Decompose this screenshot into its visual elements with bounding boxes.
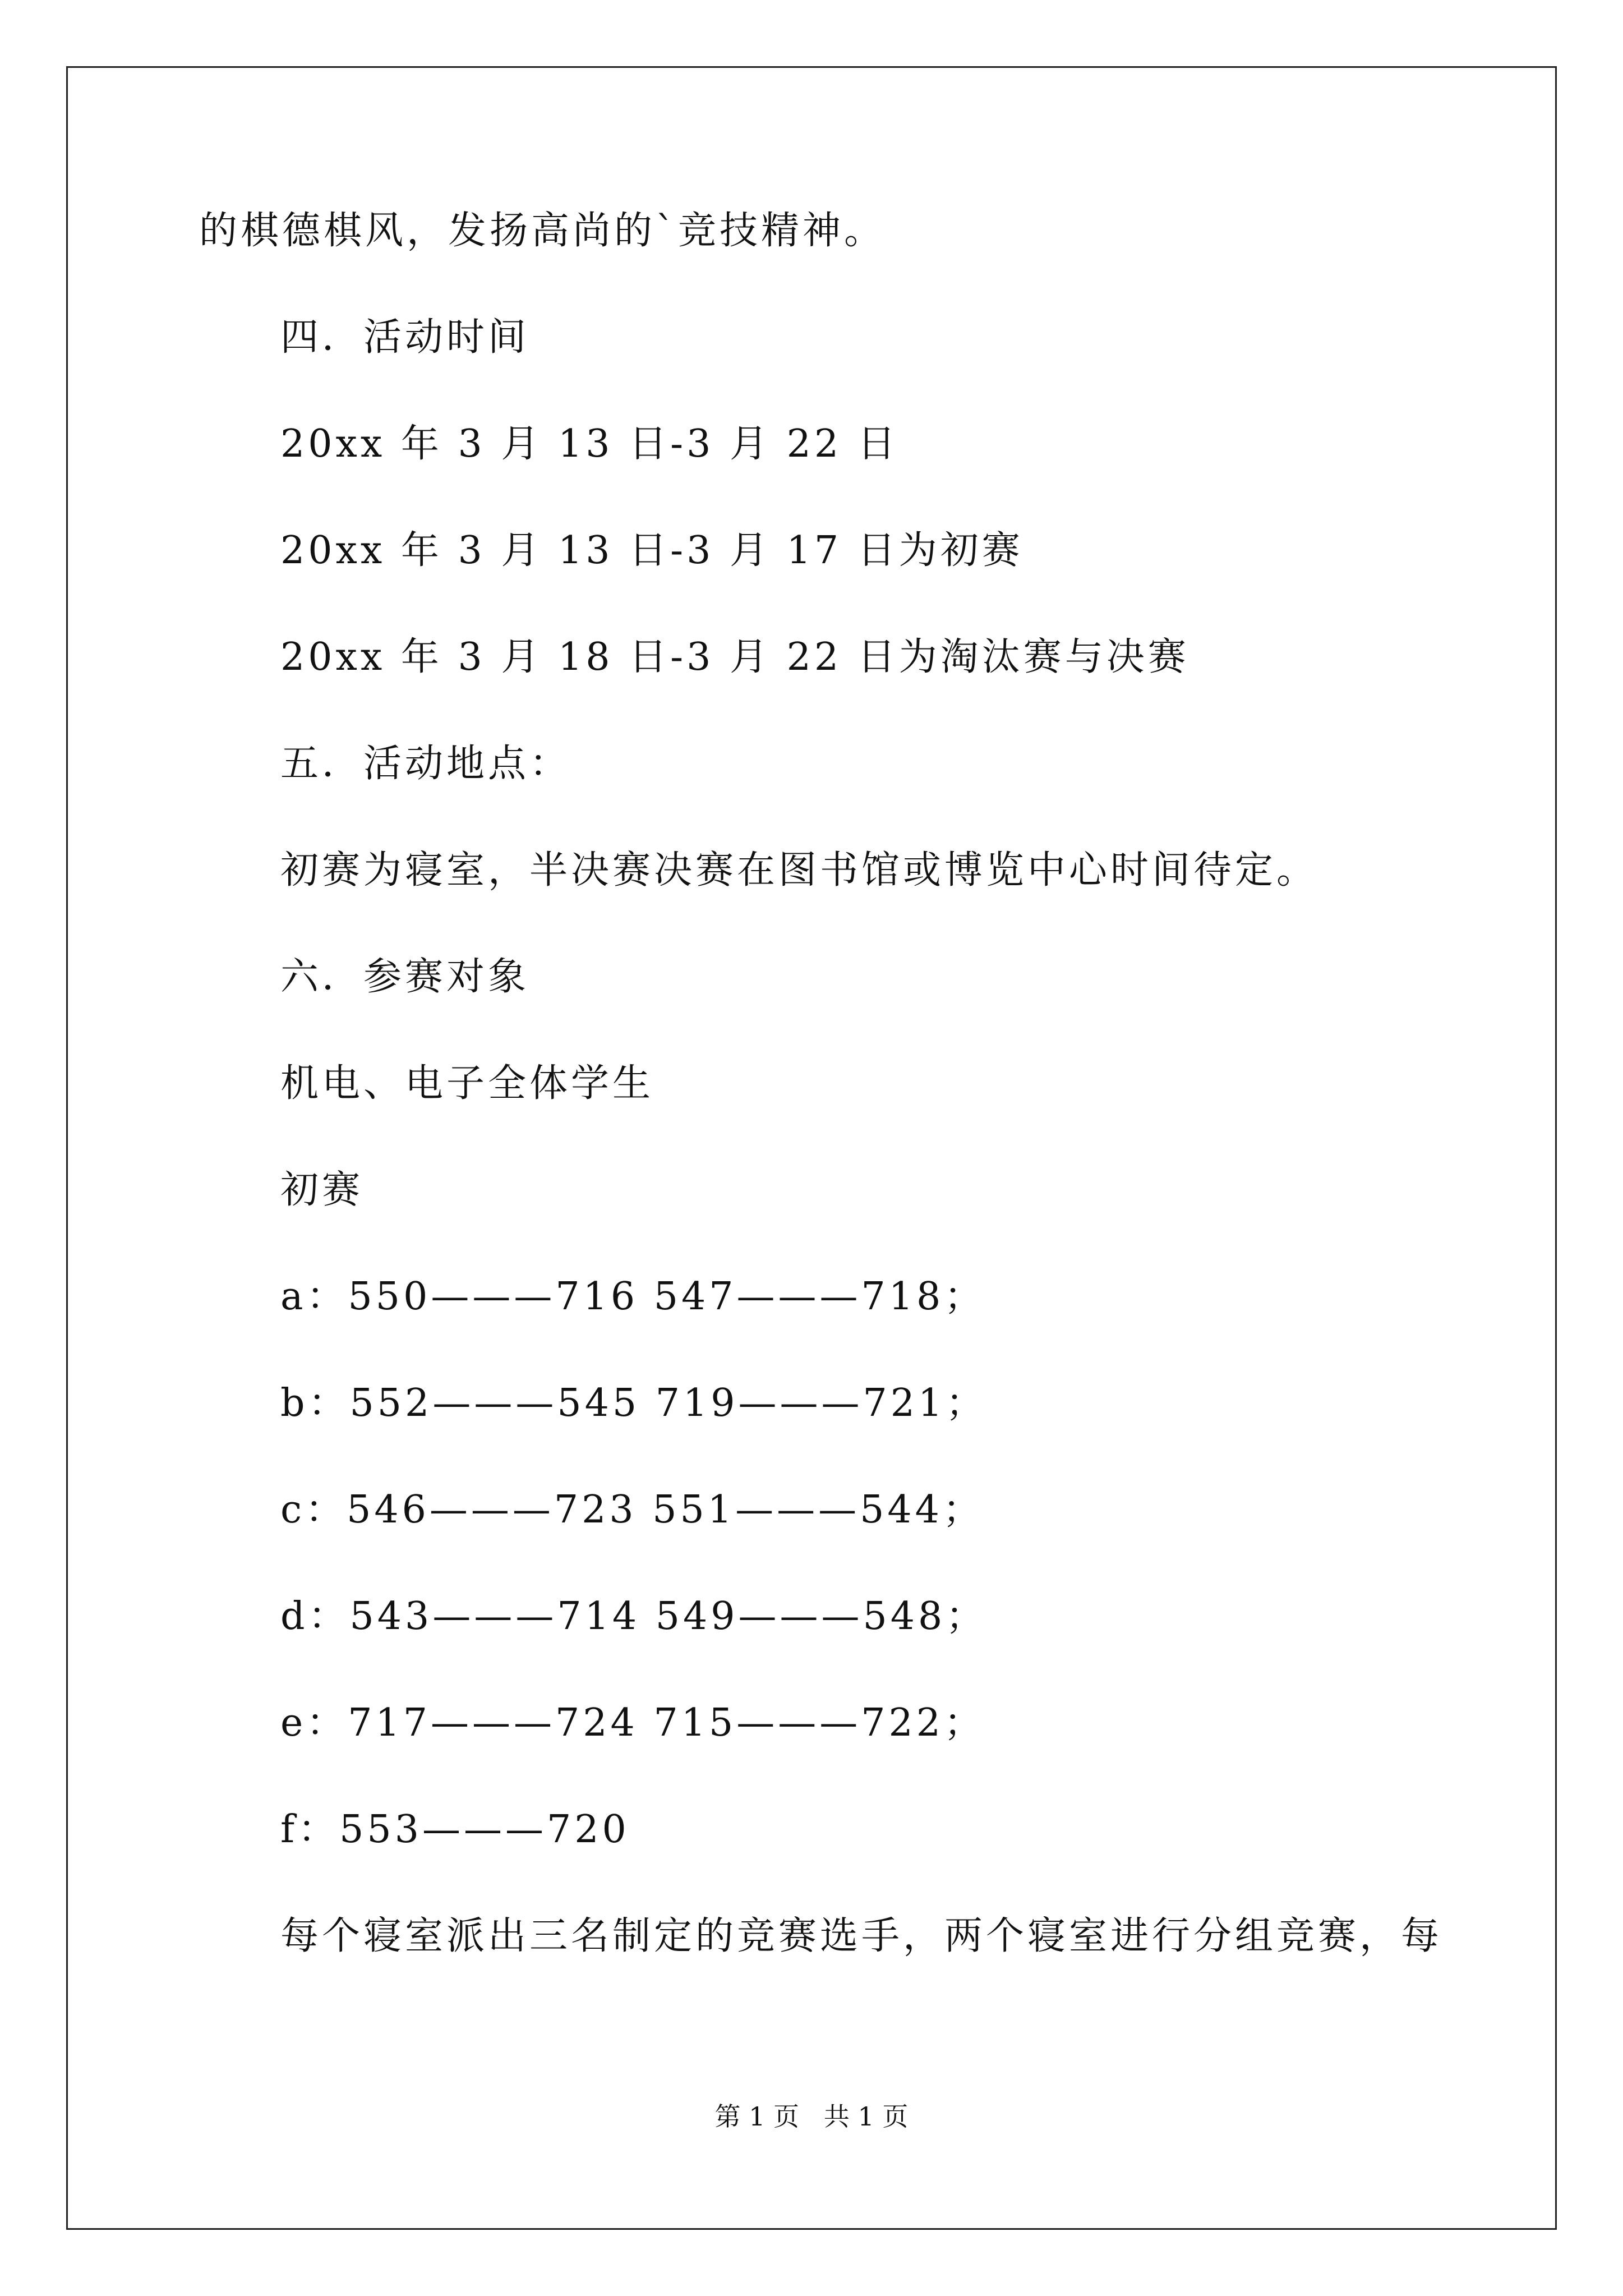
group-line-b: b：552———545 719———721； <box>280 1381 988 1425</box>
group-line-a: a：550———716 547———718； <box>280 1274 986 1319</box>
section-heading-participants: 六．参赛对象 <box>280 955 530 999</box>
page-footer: 第 1 页 共 1 页 <box>714 2101 909 2132</box>
section-heading-activity-time: 四．活动时间 <box>280 315 530 360</box>
text-line-date-range: 20xx 年 3 月 13 日-3 月 22 日 <box>280 422 899 466</box>
page-border <box>66 66 1557 2230</box>
text-line-rules: 每个寝室派出三名制定的竞赛选手，两个寝室进行分组竞赛，每 <box>280 1914 1443 1958</box>
text-line-1: 的棋德棋风，发扬高尚的`竞技精神。 <box>199 209 886 253</box>
group-line-f: f：553———720 <box>280 1807 630 1852</box>
group-line-c: c：546———723 551———544； <box>280 1488 984 1532</box>
text-line-location: 初赛为寝室，半决赛决赛在图书馆或博览中心时间待定。 <box>280 848 1318 892</box>
group-line-d: d：543———714 549———548； <box>280 1594 988 1639</box>
text-line-participants: 机电、电子全体学生 <box>280 1061 654 1106</box>
section-heading-location: 五．活动地点： <box>280 742 571 786</box>
text-line-preliminary: 初赛 <box>280 1168 364 1212</box>
text-line-final-dates: 20xx 年 3 月 18 日-3 月 22 日为淘汰赛与决赛 <box>280 635 1189 679</box>
group-line-e: e：717———724 715———722； <box>280 1701 986 1745</box>
text-line-preliminary-dates: 20xx 年 3 月 13 日-3 月 17 日为初赛 <box>280 528 1023 573</box>
